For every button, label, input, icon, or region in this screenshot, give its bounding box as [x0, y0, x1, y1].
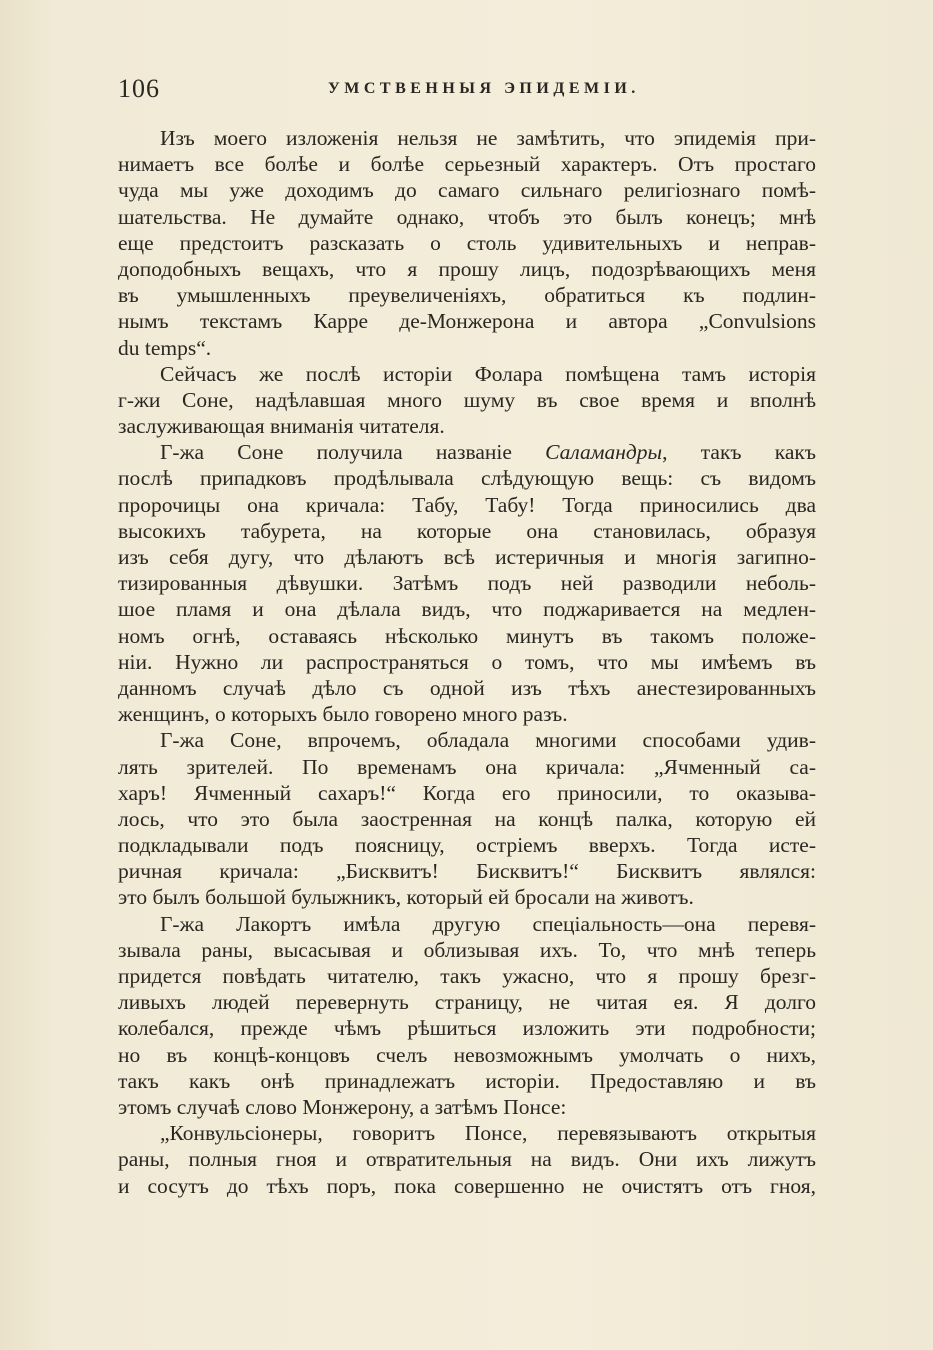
text-line: нымъ текстамъ Карре де-Монжерона и автора „Convulsions: [118, 309, 816, 334]
text-line: такъ какъ онѣ принадлежатъ исторіи. Предоставляю и въ: [118, 1068, 816, 1093]
text-line: ричная кричала: „Бисквитъ! Бисквитъ!“ Бисквитъ являлся:: [118, 859, 816, 884]
body-text: [118, 125, 816, 1199]
text-line: въ умышленныхъ преувеличеніяхъ, обратиться къ подлин-: [118, 283, 816, 308]
text-line: заслуживающая вниманія читателя.: [118, 414, 445, 439]
text-line: шательства. Не думайте однако, чтобъ это былъ конецъ; мнѣ: [118, 204, 816, 229]
text-line: подкладывали подъ поясницу, остріемъ вверхъ. Тогда исте-: [118, 833, 816, 858]
text-line: но въ концѣ-концовъ счелъ невозможнымъ умолчать о нихъ,: [118, 1042, 816, 1067]
text-segment: , такъ какъ: [662, 440, 816, 465]
text-line: изъ себя дугу, что дѣлаютъ всѣ истеричныя и многія загипно-: [118, 545, 816, 569]
text-segment: Г-жа Соне получила названіе: [160, 440, 546, 465]
text-line: данномъ случаѣ дѣло съ одной изъ тѣхъ анестезированныхъ: [118, 675, 816, 700]
page-number: 106: [118, 74, 160, 103]
text-line: г-жи Соне, надѣлавшая много шуму въ свое время и вполнѣ: [118, 387, 816, 412]
text-line: и сосутъ до тѣхъ поръ, пока совершенно не очистятъ отъ гноя,: [118, 1173, 816, 1198]
text-line: шое пламя и она дѣлала видъ, что поджаривается на медлен-: [118, 597, 816, 622]
text-line: придется повѣдать читателю, такъ ужасно, что я прошу брезг-: [118, 964, 816, 988]
text-line: номъ огнѣ, оставаясь нѣсколько минутъ въ такомъ положе-: [118, 623, 816, 648]
text-line: ливыхъ людей перевернуть страницу, не читая ея. Я долго: [118, 990, 816, 1015]
text-line: Г-жа Соне, впрочемъ, обладала многими способами удив-: [160, 728, 816, 753]
text-line: лять зрителей. По временамъ она кричала: „Ячменный са-: [118, 754, 816, 779]
text-line: нимаетъ все болѣе и болѣе серьезный характеръ. Отъ простаго: [118, 152, 816, 177]
text-line: Изъ моего изложенія нельзя не замѣтить, что эпидемія при-: [160, 126, 816, 150]
text-line: еще предстоитъ разсказать о столь удивительныхъ и неправ-: [118, 230, 816, 255]
text-line: харъ! Ячменный сахаръ!“ Когда его приносили, то оказыва-: [118, 780, 816, 805]
text-line: этомъ случаѣ слово Монжерону, а затѣмъ Понсе:: [118, 1094, 567, 1119]
text-line: Г-жа Лакортъ имѣла другую спеціальность—она перевя-: [160, 911, 816, 936]
text-line: зывала раны, высасывая и облизывая ихъ. То, что мнѣ теперь: [118, 937, 816, 962]
italic-term: Саламандры: [545, 440, 663, 465]
running-head: УМСТВЕННЫЯ ЭПИДЕМІИ.: [328, 80, 640, 97]
text-line: тизированныя дѣвушки. Затѣмъ подъ ней разводили неболь-: [118, 571, 816, 596]
text-line: доподобныхъ вещахъ, что я прошу лицъ, подозрѣвающихъ меня: [118, 256, 816, 281]
text-line: „Конвульсіонеры, говоритъ Понсе, перевязываютъ открытыя: [160, 1121, 816, 1146]
text-line: это былъ большой булыжникъ, который ей бросали на животъ.: [118, 885, 694, 910]
text-line: колебался, прежде чѣмъ рѣшиться изложить эти подробности;: [118, 1016, 816, 1041]
text-line: чуда мы уже доходимъ до самаго сильнаго религіознаго помѣ-: [118, 178, 816, 203]
text-line: du temps“.: [118, 335, 212, 360]
text-line: лось, что это была заостренная на концѣ палка, которую ей: [118, 806, 816, 831]
text-line: высокихъ табурета, на которые она становилась, образуя: [118, 518, 816, 543]
text-line: ніи. Нужно ли распространяться о томъ, что мы имѣемъ въ: [118, 649, 816, 674]
text-line-with-italic: [118, 439, 816, 465]
text-line: пророчицы она кричала: Табу, Табу! Тогда приносились два: [118, 492, 816, 517]
page-header: [118, 74, 818, 108]
text-line: раны, полныя гноя и отвратительныя на видъ. Они ихъ лижутъ: [118, 1147, 816, 1172]
text-line: послѣ припадковъ продѣлывала слѣдующую вещь: съ видомъ: [118, 466, 816, 491]
text-line: Сейчасъ же послѣ исторіи Фолара помѣщена тамъ исторія: [160, 361, 816, 386]
text-line: женщинъ, о которыхъ было говорено много разъ.: [118, 702, 568, 727]
